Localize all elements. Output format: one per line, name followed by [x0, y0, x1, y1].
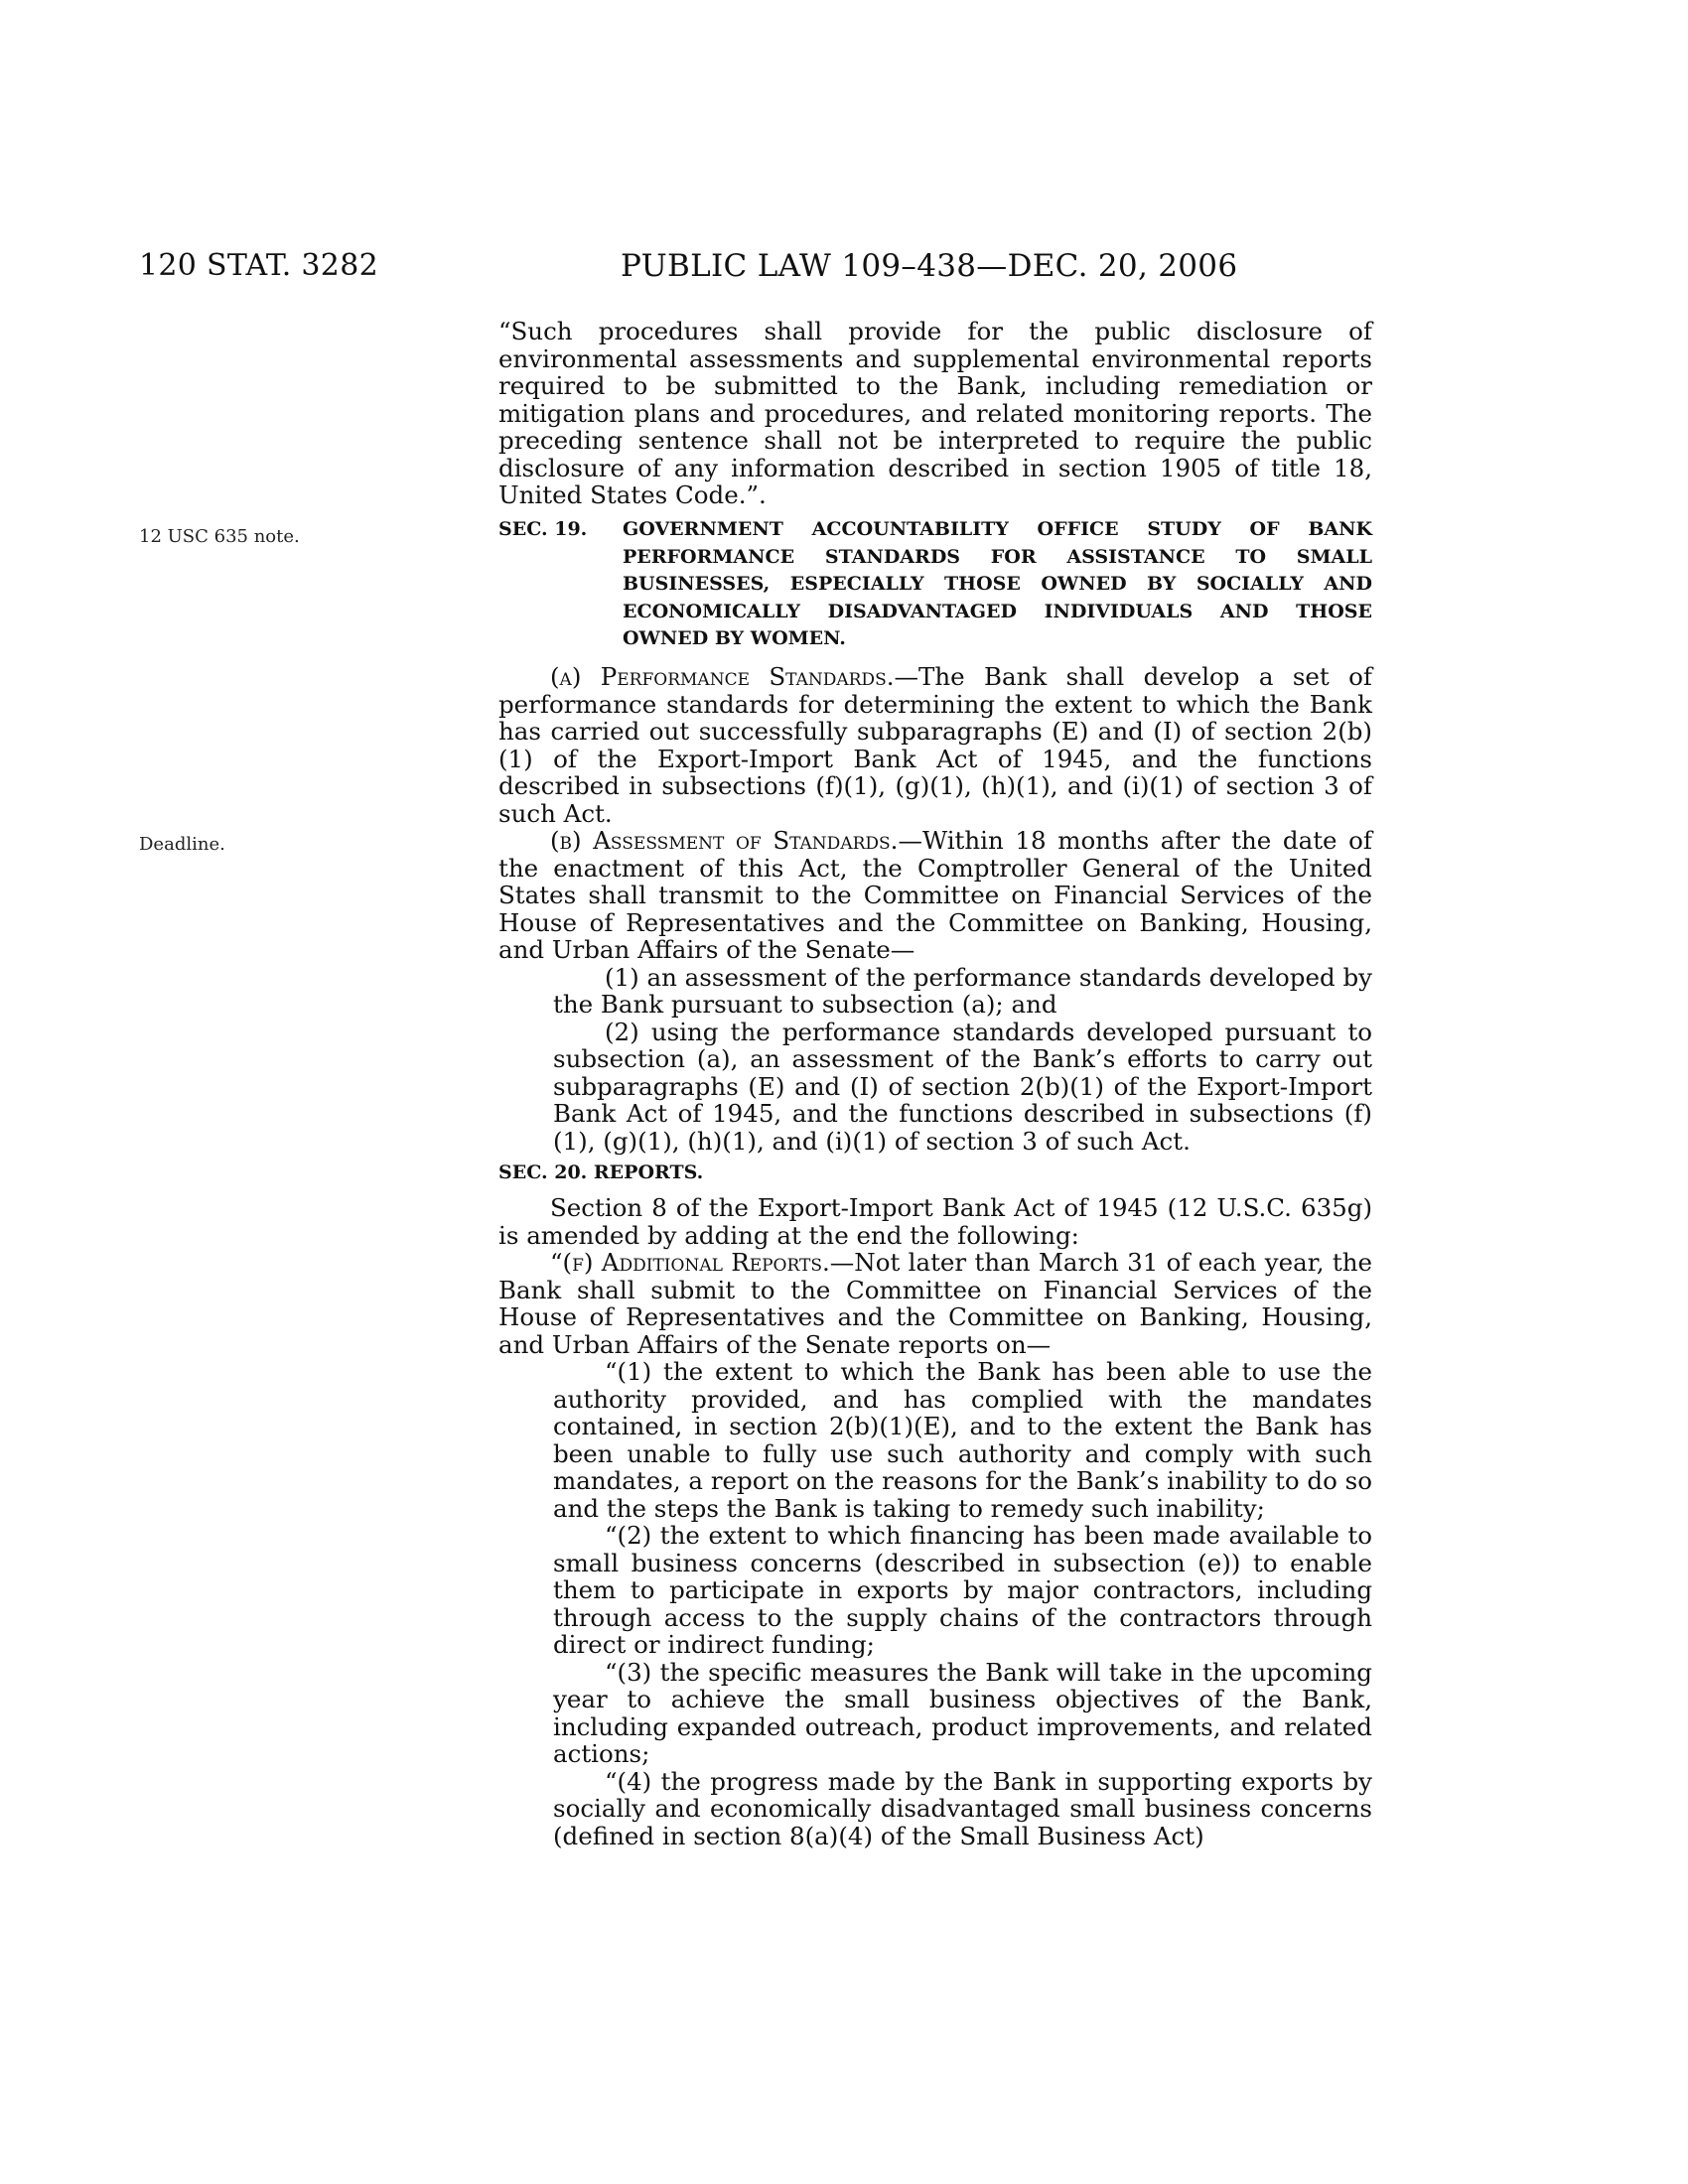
paragraph-f2: “(2) the extent to which financing has been made available to small business concerns (described in subsection (e)) to enable them to participate in exports by major contractors, including through access to the supply chains of the contractors through direct or indirect funding; [553, 1521, 1372, 1659]
paragraph-b2: (2) using the performance standards developed pursuant to subsection (a), an assessment of the Bank’s efforts to carry out subparagraphs (E) and (I) of section 2(b)(1) of the Export-Import Bank Act of 1945, and the functions described in subsections (f)(1), (g)(1), (h)(1), and (i)(1) of section 3 of such Act. [553, 1017, 1372, 1156]
section-19-heading [498, 516, 1372, 653]
section-19-label: SEC. 19. [498, 518, 588, 540]
subsection-b-text: —Within 18 months after the date of the enactment of this Act, the Comptroller General of the United States shall transmit to the Committee on Financial Services of the House of Representatives and the Committee on Banking, Housing, and Urban Affairs of the Senate— [498, 826, 1372, 964]
subsection-a-heading: (a) Performance Standards. [550, 662, 895, 691]
paragraph-procedures: “Such procedures shall provide for the public disclosure of environmental assessments and supplemental environmental reports required to be submitted to the Bank, including remediation or mitigation plans and procedures, and related monitoring reports. The preceding sentence shall not be interpreted to require the public disclosure of any information described in section 1905 of title 18, United States Code.”. [498, 317, 1372, 509]
margin-note-usc: 12 USC 635 note. [139, 526, 300, 547]
subsection-a-text: —The Bank shall develop a set of performance standards for determining the extent to which the Bank has carried out successfully subparagraphs (E) and (I) of section 2(b)(1) of the Export-Import Bank Act of 1945, and the functions described in subsections (f)(1), (g)(1), (h)(1), and (i)(1) of section 3 of such Act. [498, 662, 1372, 828]
paragraph-f4: “(4) the progress made by the Bank in supporting exports by socially and economically disadvantaged small business concerns (defined in section 8(a)(4) of the Small Business Act) [553, 1766, 1372, 1850]
subsection-a [498, 663, 1372, 827]
subsection-b-heading: (b) Assessment of Standards. [550, 826, 899, 855]
stat-citation: 120 STAT. 3282 [139, 248, 378, 283]
margin-note-deadline: Deadline. [139, 834, 225, 855]
subsection-b [498, 827, 1372, 964]
block-section-19 [498, 663, 1372, 1155]
paragraph-f1: “(1) the extent to which the Bank has been able to use the authority provided, and has complied with the mandates contained, in section 2(b)(1)(E), and to the extent the Bank has been unable to fully use such authority and comply with such mandates, a report on the reasons for the Bank’s inability to do so and the steps the Bank is taking to remedy such inability; [553, 1357, 1372, 1523]
section-20-heading [498, 1160, 1372, 1187]
section-19-title: GOVERNMENT ACCOUNTABILITY OFFICE STUDY OF BANK PERFORMANCE STANDARDS FOR ASSISTANCE TO SMALL BUSINESSES, ESPECIALLY THOSE OWNED BY SOCIALLY AND ECONOMICALLY DISADVANTAGED INDIVIDUALS AND THOSE OWNED BY WOMEN. [623, 518, 1372, 649]
paragraph-f3: “(3) the specific measures the Bank will take in the upcoming year to achieve the small business objectives of the Bank, including expanded outreach, product improvements, and related actions; [553, 1657, 1372, 1768]
page-title: PUBLIC LAW 109–438—DEC. 20, 2006 [621, 248, 1238, 284]
subsection-f-heading: “(f) Additional Reports. [550, 1248, 830, 1277]
subsection-f [498, 1249, 1372, 1358]
subsection-f-text: —Not later than March 31 of each year, the Bank shall submit to the Committee on Financial Services of the House of Representatives and the Committee on Banking, Housing, and Urban Affairs of the Senate reports on— [498, 1248, 1372, 1359]
block-procedures [498, 318, 1372, 509]
paragraph-b1: (1) an assessment of the performance standards developed by the Bank pursuant to subsection (a); and [553, 962, 1372, 1019]
section-20-title: SEC. 20. REPORTS. [498, 1161, 704, 1183]
paragraph-intro: Section 8 of the Export-Import Bank Act of 1945 (12 U.S.C. 635g) is amended by adding at the end the following: [498, 1193, 1372, 1250]
block-section-20 [498, 1194, 1372, 1849]
page-header [0, 248, 1688, 288]
